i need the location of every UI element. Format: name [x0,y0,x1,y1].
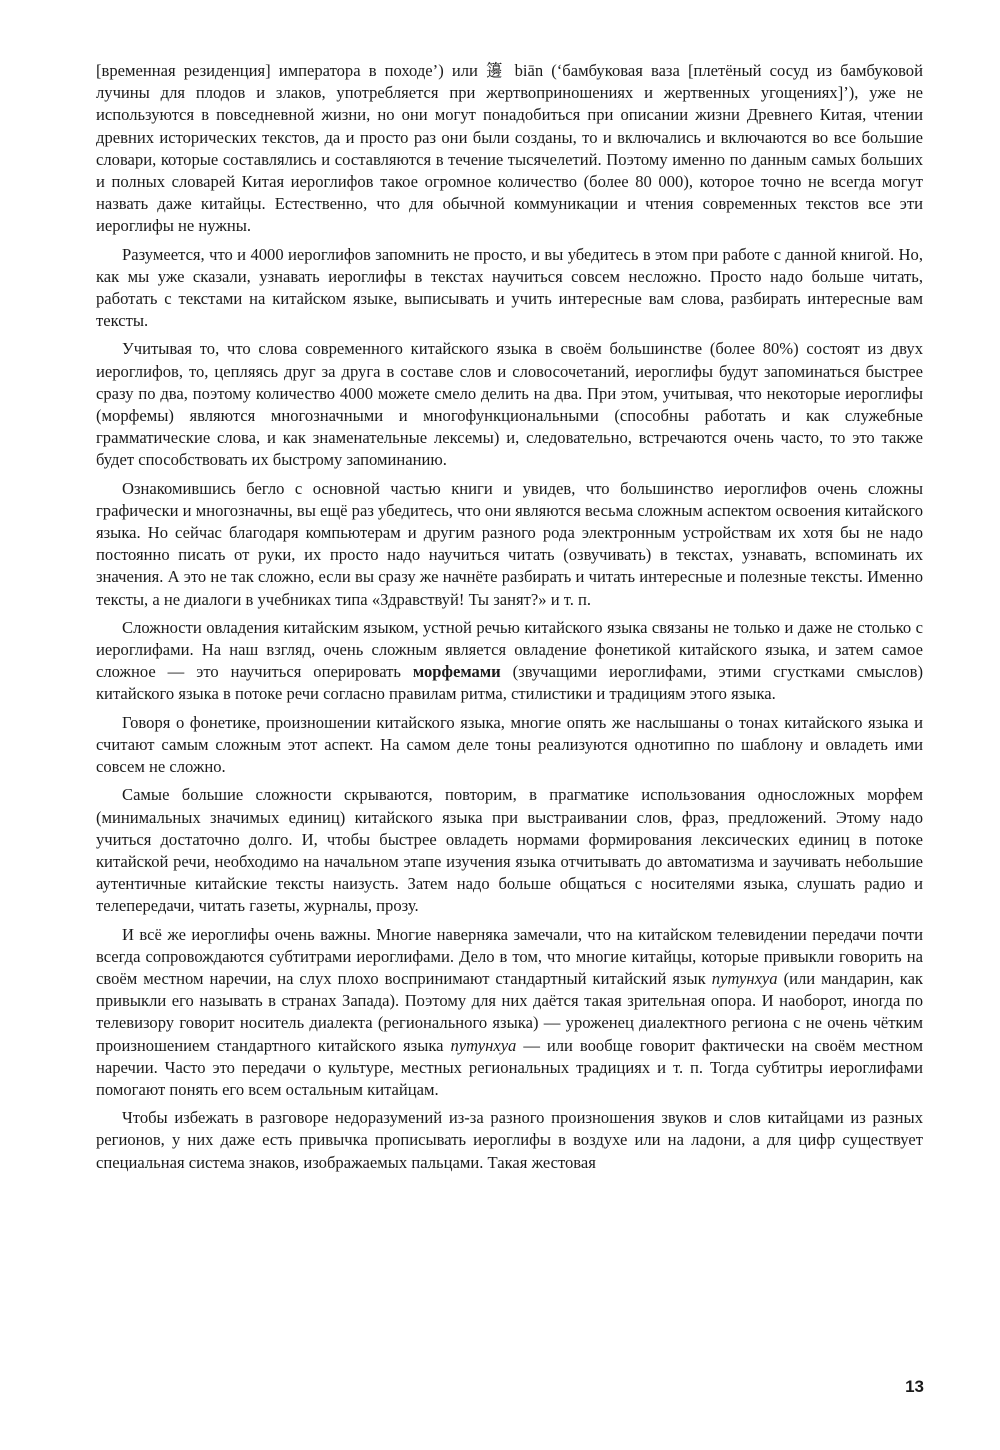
page-body [96,60,923,1180]
paragraph-2: Разумеется, что и 4000 иероглифов запомнить не просто, и вы убедитесь в этом при работе с данной книгой. Но, как мы уже сказали, узнавать иероглифы в текстах научиться совсем несложно. Просто надо больше читать, работать с текстами на китайском языке, выписывать и учить интересные вам слова, разбирать интересные вам тексты. [96,244,923,331]
paragraph-8-text-1: И всё же иероглифы очень важны. Многие наверняка замечали, что на китайском телевидении передачи почти всегда сопровождаются субтитрами иероглифами. Дело в том, что многие китайцы, которые привыкли говорить на своём местном наречии, на слух плохо воспринимают стандартный китайский язык [96,924,923,988]
paragraph-1: [временная резиденция] императора в походе’) или 籩 biān (‘бамбуковая ваза [плетёный сосуд из бамбуковой лучины для плодов и злаков, употребляется при жертвоприношениях и жертвенных угощениях]’), уже не используются в повседневной жизни, но они могут понадобиться при описании жизни Древнего Китая, чтении древних исторических текстов, да и просто раз они были созданы, то и включались и включаются во все большие словари, которые составлялись и составляются в течение тысячелетий. Поэтому именно по данным самых больших и полных словарей Китая иероглифов такое огромное количество (более 80 000), которое точно не всегда могут назвать даже китайцы. Естественно, что для обычной коммуникации и чтения современных текстов все эти иероглифы не нужны. [96,61,923,236]
page-number: 13 [905,1377,924,1396]
paragraph-5-text-before: Сложности овладения китайским языком, устной речью китайского языка связаны не только и даже не столько с иероглифами. На наш взгляд, очень сложным является овладение фонетикой китайского языка, и затем самое сложное — это научиться оперировать [96,617,923,682]
paragraph-8-text-2: (или мандарин, как привыкли его называть в странах Запада). Поэтому для них даётся такая зрительная опора. И наоборот, иногда по телевизору говорит носитель диалекта (регионального языка) — уроженец диалектного региона с не очень чётким произношением стандартного китайского языка [96,968,923,1055]
paragraph-9: Чтобы избежать в разговоре недоразумений из-за разного произношения звуков и слов китайцами из разных регионов, у них даже есть привычка прописывать иероглифы в воздухе или на ладони, а для цифр существует специальная система знаков, изображаемых пальцами. Такая жестовая [96,1108,923,1172]
paragraph-4: Ознакомившись бегло с основной частью книги и увидев, что большинство иероглифов очень сложны графически и многозначны, вы ещё раз убедитесь, что они являются весьма сложным аспектом освоения китайского языка. Но сейчас благодаря компьютерам и другим разного рода электронным устройствам их хотя бы не надо постоянно писать от руки, их просто надо научиться читать (озвучивать) в текстах, узнавать, вспоминать их значения. А это не так сложно, если вы сразу же начнёте разбирать и читать интересные и полезные тексты. Именно тексты, а не диалоги в учебниках типа «Здравствуй! Ты занят?» и т. п. [96,478,923,609]
paragraph-8-italic-term-1: путунхуа [711,968,778,988]
paragraph-8 [96,924,923,1102]
paragraph-6: Говоря о фонетике, произношении китайского языка, многие опять же наслышаны о тонах китайского языка и считают самым сложным этот аспект. На самом деле тоны реализуются однотипно по шаблону и овладеть ими совсем не сложно. [96,712,923,777]
paragraph-5-text-after: (звучащими иероглифами, этими сгустками смыслов) китайского языка в потоке речи согласно правилам ритма, стилистики и традициям этого языка. [96,662,924,704]
paragraph-5 [96,617,923,706]
paragraph-3: Учитывая то, что слова современного китайского языка в своём большинстве (более 80%) состоят из двух иероглифов, то, цепляясь друг за друга в составе слов и словосочетаний, иероглифы будут запоминаться быстрее сразу по два, поэтому количество 4000 можете смело делить на два. При этом, учитывая, что некоторые иероглифы (морфемы) являются многозначными и многофункциональными (способны работать и как служебные грамматические слова, и как знаменательные лексемы) и, следовательно, встречаются очень часто, то это также будет способствовать их быстрому запоминанию. [96,339,923,470]
paragraph-5-bold-term: морфемами [412,662,501,682]
paragraph-8-italic-term-2: путунхуа [450,1035,517,1055]
paragraph-8-text-3: — или вообще говорит фактически на своём местном наречии. Часто это передачи о культуре, местных региональных традициях и т. п. Тогда субтитры иероглифами помогают понять его всем остальным китайцам. [96,1035,923,1099]
paragraph-7: Самые большие сложности скрываются, повторим, в прагматике использования односложных морфем (минимальных значимых единиц) китайского языка при выстраивании слов, фраз, предложений. Этому надо учиться достаточно долго. И, чтобы быстрее овладеть нормами формирования лексических единиц в потоке китайской речи, необходимо на начальном этапе изучения языка отчитывать до автоматизма и заучивать небольшие аутентичные китайские тексты наизусть. Затем надо больше общаться с носителями языка, слушать радио и телепередачи, читать газеты, журналы, прозу. [96,785,923,916]
